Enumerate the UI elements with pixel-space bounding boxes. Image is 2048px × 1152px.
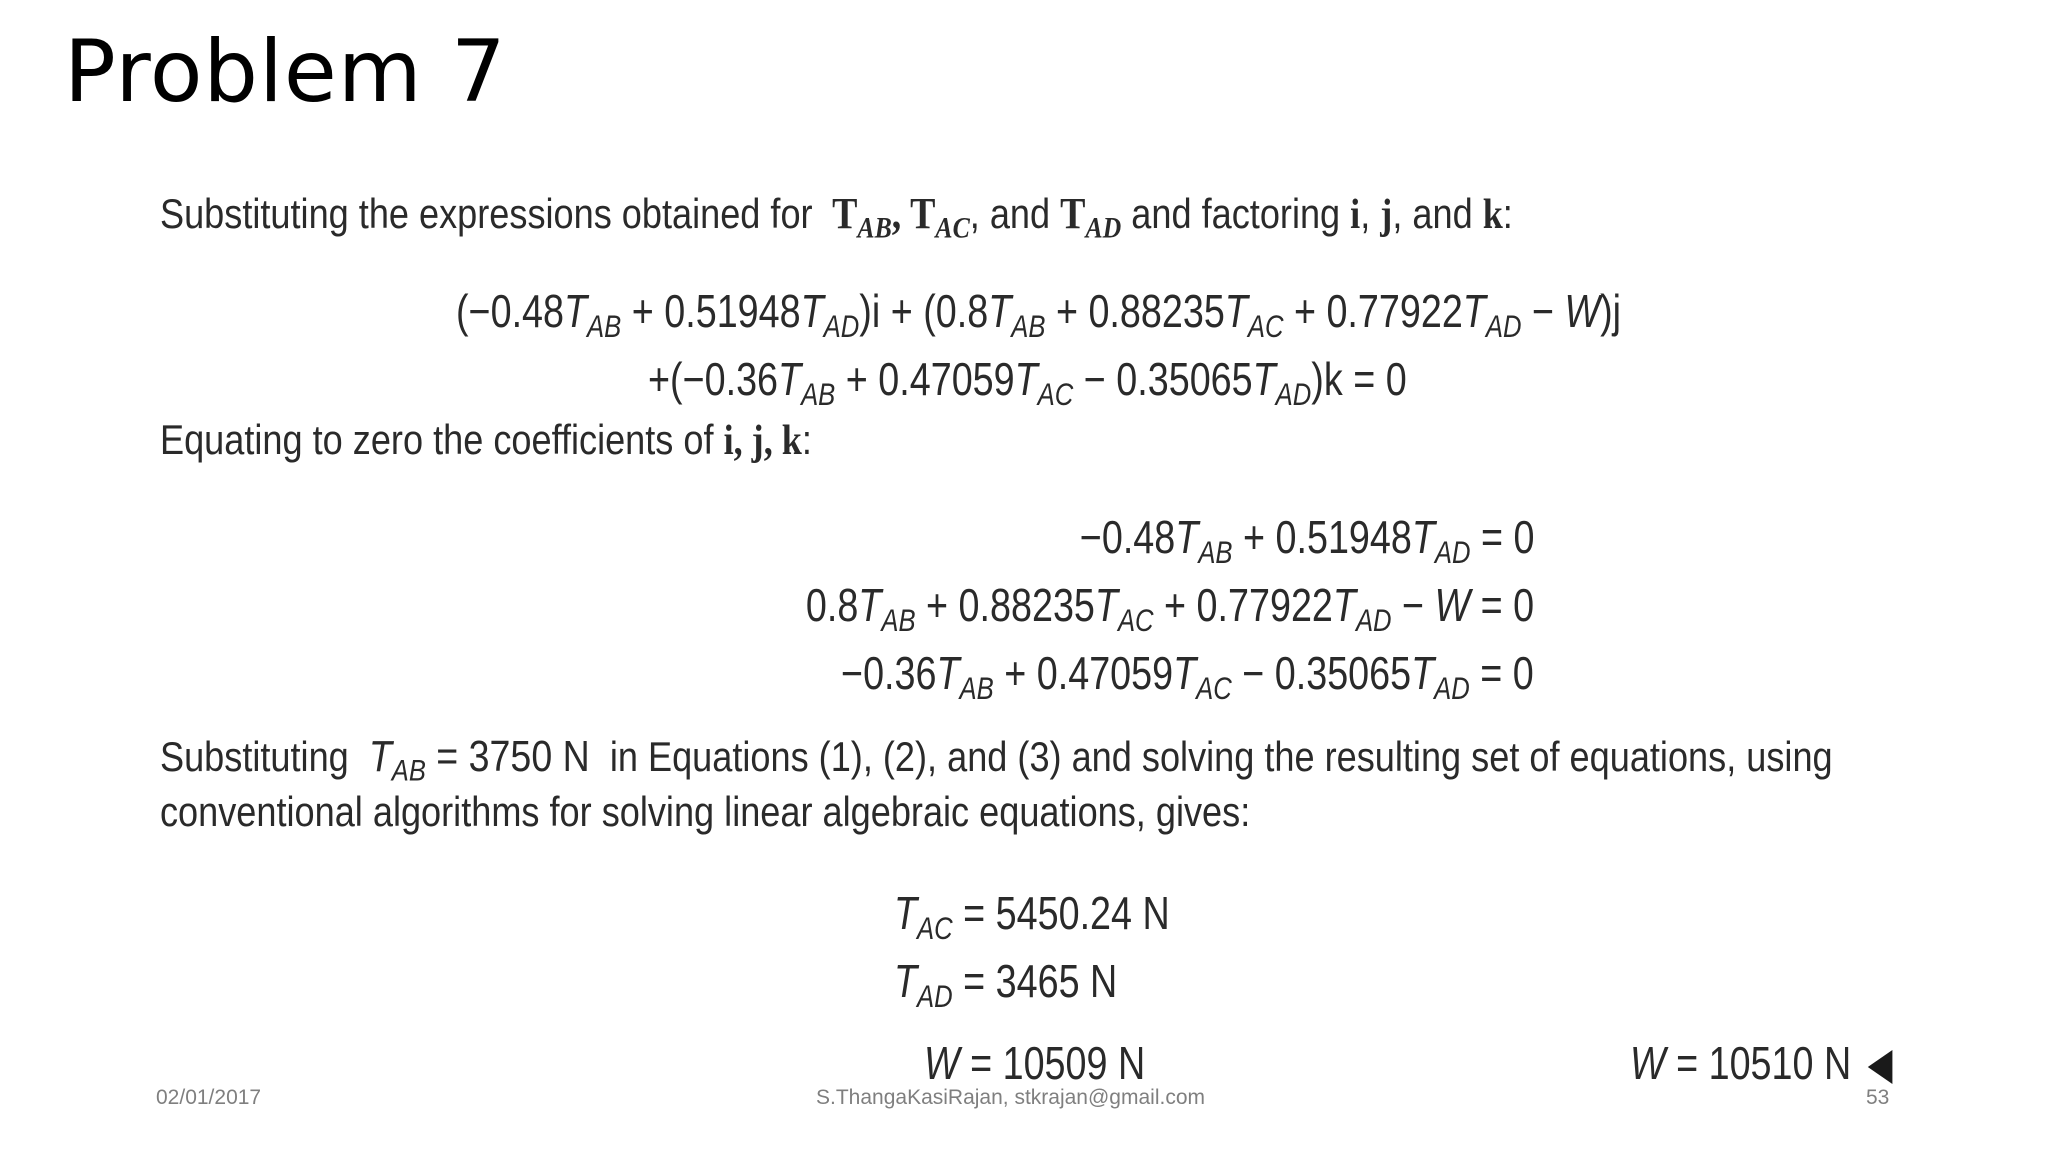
- answer-marker-icon: [1868, 1050, 1893, 1084]
- result-tac: $T_{AC} = 5450.24$ N: [894, 887, 1170, 946]
- footer-date: 02/01/2017: [156, 1086, 262, 1109]
- equating-text: Equating to zero the coefficients of i, j, k:: [160, 416, 812, 464]
- scalar-equation-3: $-0.36T_{AB} + 0.47059T_{AC} - 0.35065T_{AD} = 0$: [841, 647, 1534, 706]
- vector-equation-line-1: $(-0.48T_{AB} + 0.51948T_{AD})i + (0.8T_{AB} + 0.88235T_{AC} + 0.77922T_{AD} - W)j$: [456, 285, 1622, 344]
- scalar-equation-1: $-0.48T_{AB} + 0.51948T_{AD} = 0$: [1079, 511, 1534, 570]
- result-w: W = 10509 N: [924, 1037, 1146, 1089]
- intro-text: Substituting the expressions obtained for $T_{AB}$, $T_{AC}$, and $T_{AD}$ and factoring i, j, and k:: [160, 189, 1513, 245]
- footer-author: S.ThangaKasiRajan, stkrajan@gmail.com: [816, 1086, 1205, 1109]
- substituting-line-1: Substituting $T_{AB} = 3750$ N in Equations (1), (2), and (3) and solving the resulting set of equations, using: [160, 732, 1833, 788]
- footer-page-number: 53: [1866, 1086, 1890, 1109]
- substituting-line-2: conventional algorithms for solving linear algebraic equations, gives:: [160, 788, 1251, 835]
- result-tad: $T_{AD} = 3465$ N: [894, 955, 1118, 1014]
- scanned-solution-image: [158, 180, 1948, 1150]
- final-answer: W = 10510 N: [1630, 1036, 1892, 1090]
- scalar-equation-2: $0.8T_{AB} + 0.88235T_{AC} + 0.77922T_{AD} - W = 0$: [805, 579, 1534, 638]
- vector-equation-line-2: $+(-0.36T_{AB} + 0.47059T_{AC} - 0.35065T_{AD})k = 0$: [648, 353, 1407, 412]
- slide-title: Problem 7: [64, 22, 507, 122]
